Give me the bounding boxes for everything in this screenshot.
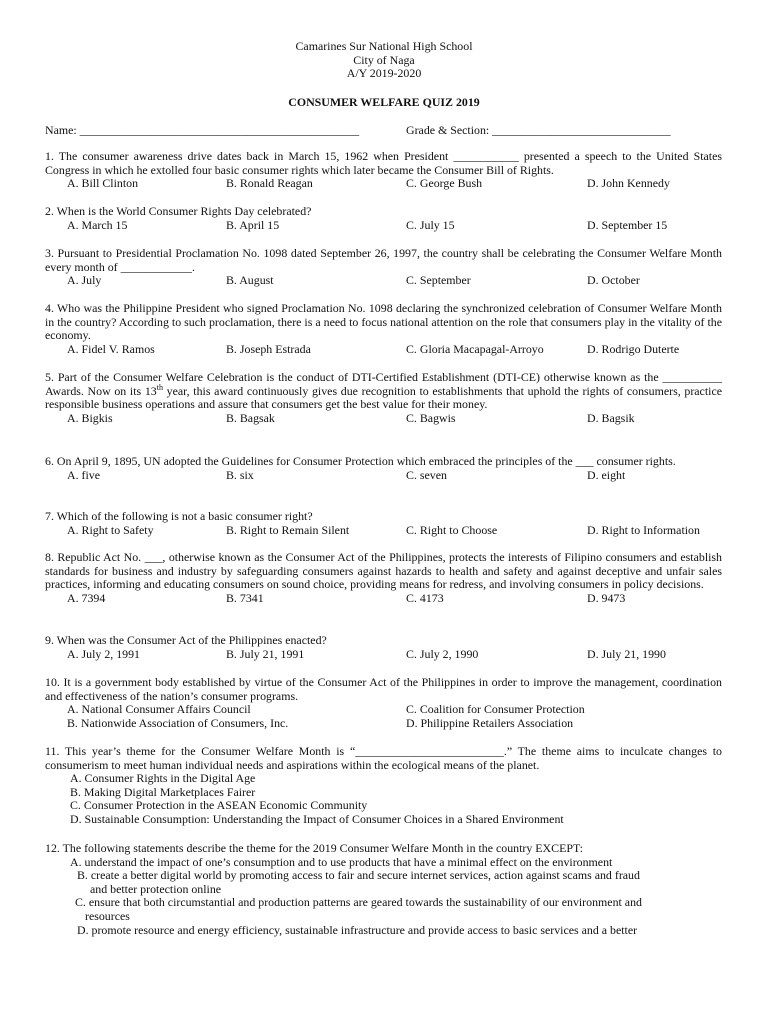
question-text: 8. Republic Act No. ___, otherwise known as the Consumer Act of the Philippines, protects the interests of Filipino consumers and establish standards for business and industry by safeguarding consumers against hazards to health and safety and against deceptive and unfair sales practices, informing and educating consumers on sound choice, providing means for redress, and involving consumers in policy decisions.	[45, 550, 722, 592]
option-a[interactable]: A. Consumer Rights in the Digital Age	[70, 771, 256, 786]
option-c[interactable]: C. Bagwis	[406, 410, 456, 425]
options-row	[45, 219, 722, 233]
option-c[interactable]: C. July 2, 1990	[406, 646, 479, 661]
option-c[interactable]: C. Gloria Macapagal-Arroyo	[406, 341, 544, 356]
option-a[interactable]: A. July	[67, 273, 102, 288]
option-c[interactable]: C. ensure that both circumstantial and production patterns are geared towards the sustainability of our environment and	[75, 895, 642, 910]
option-d[interactable]: D. promote resource and energy efficiency, sustainable infrastructure and provide access to basic services and a better	[77, 922, 638, 937]
option-a[interactable]: A. Bill Clinton	[67, 176, 139, 191]
options-row	[45, 469, 722, 483]
question-2	[45, 205, 722, 233]
name-field[interactable]: Name: _______________________________________________	[45, 123, 360, 137]
option-d[interactable]: D. Philippine Retailers Association	[406, 716, 574, 731]
quiz-title: CONSUMER WELFARE QUIZ 2019	[288, 95, 480, 109]
question-11	[45, 745, 722, 827]
options-row	[45, 592, 722, 606]
option-c[interactable]: C. July 15	[406, 217, 455, 232]
option-d[interactable]: D. Bagsik	[587, 410, 635, 425]
question-text: 12. The following statements describe the theme for the 2019 Consumer Welfare Month in the country EXCEPT:	[45, 841, 583, 855]
question-text: 11. This year’s theme for the Consumer Welfare Month is “_________________________.” The theme aims to inculcate changes to consumerism to meet human individual needs and aspirations within the ecological means of the planet.	[45, 744, 722, 772]
option-d[interactable]: D. Rodrigo Duterte	[587, 341, 680, 356]
option-b[interactable]: B. Making Digital Marketplaces Fairer	[70, 784, 256, 799]
option-b[interactable]: B. Right to Remain Silent	[226, 522, 350, 537]
school-header	[0, 40, 768, 81]
option-b[interactable]: B. Joseph Estrada	[226, 341, 311, 356]
option-d[interactable]: D. Right to Information	[587, 522, 700, 537]
option-b[interactable]: B. Ronald Reagan	[226, 176, 313, 191]
question-8	[45, 551, 722, 606]
option-b[interactable]: B. 7341	[226, 590, 264, 605]
question-text: 2. When is the World Consumer Rights Day celebrated?	[45, 204, 312, 218]
option-b-continuation: and better protection online	[90, 881, 222, 896]
option-a[interactable]: A. five	[67, 467, 101, 482]
option-c[interactable]: C. 4173	[406, 590, 444, 605]
option-c[interactable]: C. seven	[406, 467, 447, 482]
question-text: 5. Part of the Consumer Welfare Celebration is the conduct of DTI-Certified Establishment (DTI-CE) otherwise known as the __________ Awards. Now on its 13th year, this award continuously gives due recognition to establishments that uphold the rights of consumers, practice responsible business operations and assure that consumers get the best value for their money.	[45, 370, 722, 412]
option-a[interactable]: A. March 15	[67, 217, 128, 232]
question-text: 3. Pursuant to Presidential Proclamation No. 1098 dated September 26, 1997, the country shall be celebrating the Consumer Welfare Month every month of ____________.	[45, 246, 722, 274]
city-name: City of Naga	[353, 52, 415, 67]
question-text: 6. On April 9, 1895, UN adopted the Guidelines for Consumer Protection which embraced the principles of the ___ consumer rights.	[45, 454, 676, 468]
option-a[interactable]: A. 7394	[67, 590, 106, 605]
option-d[interactable]: D. eight	[587, 467, 626, 482]
option-c[interactable]: C. George Bush	[406, 176, 483, 191]
option-c[interactable]: C. September	[406, 273, 471, 288]
grade-section-field[interactable]: Grade & Section: ______________________________	[406, 123, 671, 137]
options-row	[45, 648, 722, 662]
option-d[interactable]: D. September 15	[587, 217, 668, 232]
question-3	[45, 247, 722, 288]
option-b[interactable]: B. Bagsak	[226, 410, 275, 425]
option-d[interactable]: D. Sustainable Consumption: Understanding the Impact of Consumer Choices in a Shared Environment	[70, 811, 564, 826]
question-5	[45, 371, 722, 426]
question-4	[45, 302, 722, 357]
question-7	[45, 510, 722, 538]
question-1	[45, 150, 722, 191]
option-b[interactable]: B. April 15	[226, 217, 280, 232]
question-text: 7. Which of the following is not a basic consumer right?	[45, 509, 313, 523]
question-text: 10. It is a government body established by virtue of the Consumer Act of the Philippines in order to improve the management, coordination and effectiveness of the nation’s consumer programs.	[45, 675, 722, 703]
options-row	[45, 274, 722, 288]
option-d[interactable]: D. October	[587, 273, 640, 288]
option-c[interactable]: C. Right to Choose	[406, 522, 498, 537]
option-a[interactable]: A. Right to Safety	[67, 522, 154, 537]
option-c[interactable]: C. Consumer Protection in the ASEAN Economic Community	[70, 798, 368, 813]
options-row	[45, 343, 722, 357]
options-row	[45, 524, 722, 538]
option-b[interactable]: B. July 21, 1991	[226, 646, 305, 661]
academic-year: A/Y 2019-2020	[346, 66, 422, 81]
option-d[interactable]: D. John Kennedy	[587, 176, 670, 191]
option-a[interactable]: A. National Consumer Affairs Council	[67, 702, 251, 717]
question-text: 1. The consumer awareness drive dates back in March 15, 1962 when President ___________ presented a speech to the United States Congress in which he extolled four basic consumer rights which later became the Consumer Bill of Rights.	[45, 149, 722, 177]
option-a[interactable]: A. Fidel V. Ramos	[67, 341, 155, 356]
options-row	[45, 177, 722, 191]
option-a[interactable]: A. understand the impact of one’s consumption and to use products that have a minimal effect on the environment	[70, 854, 613, 869]
option-b[interactable]: B. Nationwide Association of Consumers, Inc.	[67, 716, 289, 731]
options-row	[45, 412, 722, 426]
question-10	[45, 676, 722, 731]
question-12	[45, 842, 722, 937]
option-d[interactable]: D. 9473	[587, 590, 626, 605]
school-name: Camarines Sur National High School	[295, 39, 473, 53]
question-text: 9. When was the Consumer Act of the Philippines enacted?	[45, 633, 327, 647]
option-b[interactable]: B. six	[226, 467, 254, 482]
question-text: 4. Who was the Philippine President who signed Proclamation No. 1098 declaring the synchronized celebration of Consumer Welfare Month in the country? According to such proclamation, there is a need to focus national attention on the role that consumers play in the vitality of the economy.	[45, 301, 722, 343]
option-b[interactable]: B. create a better digital world by promoting access to fair and secure internet services, action against scams and fraud	[77, 868, 640, 883]
option-a[interactable]: A. Bigkis	[67, 410, 113, 425]
option-c-continuation: resources	[85, 908, 130, 923]
question-9	[45, 634, 722, 662]
option-c[interactable]: C. Coalition for Consumer Protection	[406, 702, 585, 717]
option-a[interactable]: A. July 2, 1991	[67, 646, 140, 661]
option-b[interactable]: B. August	[226, 273, 274, 288]
options-row	[45, 717, 722, 731]
question-6	[45, 455, 722, 483]
option-d[interactable]: D. July 21, 1990	[587, 646, 666, 661]
options-row	[45, 703, 722, 717]
